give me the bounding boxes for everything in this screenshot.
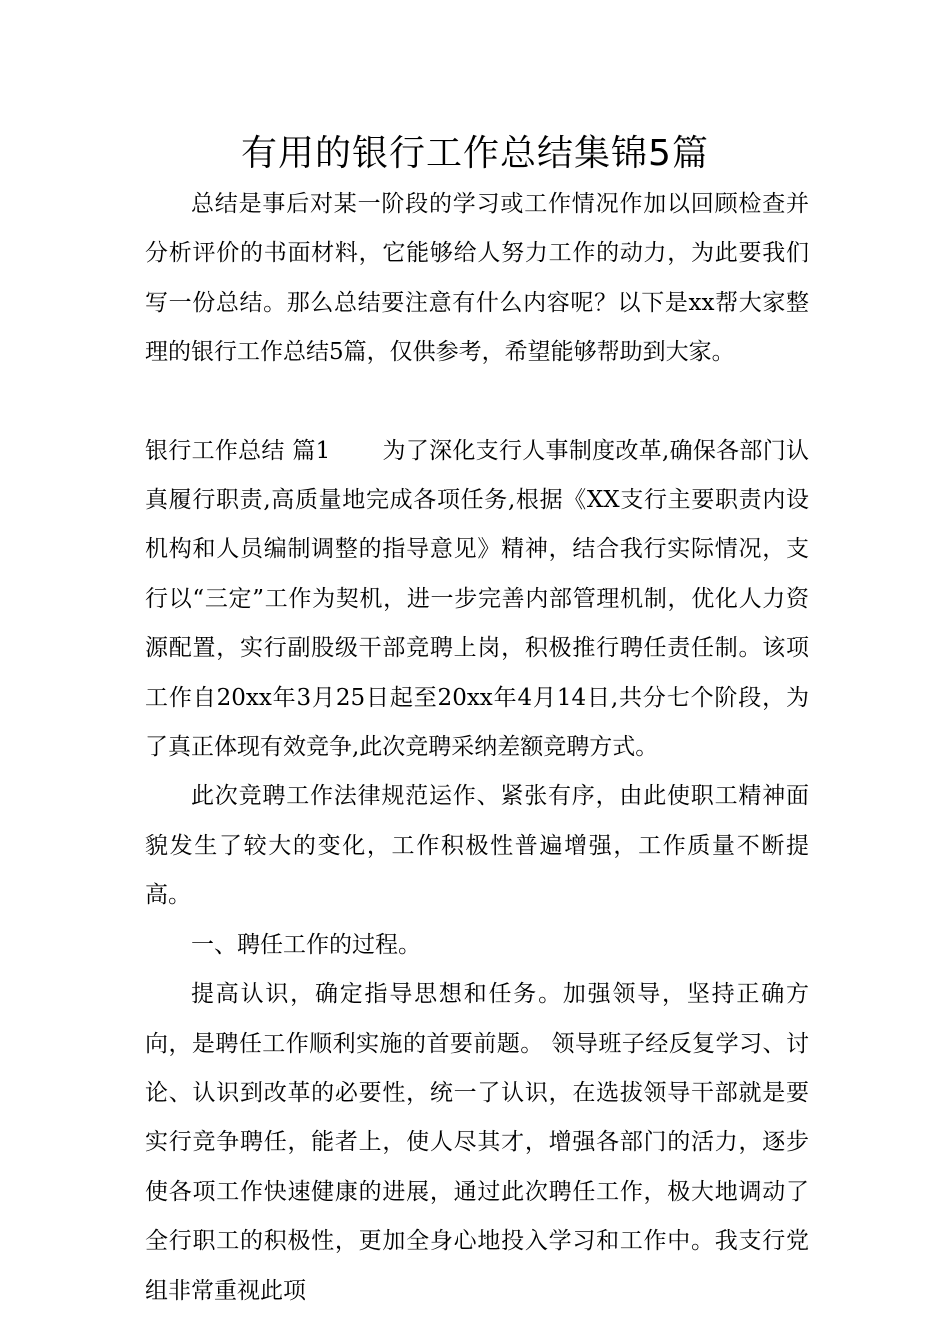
paragraph-spacer xyxy=(145,378,809,427)
section1-heading: 银行工作总结 篇1 xyxy=(145,437,331,464)
section1-first-paragraph xyxy=(145,427,809,773)
document-title: 有用的银行工作总结集锦5篇 xyxy=(241,133,709,174)
intro-paragraph: 总结是事后对某一阶段的学习或工作情况作加以回顾检查并分析评价的书面材料，它能够给人努力工作的动力，为此要我们写一份总结。那么总结要注意有什么内容呢？以下是xx帮大家整理的银行工作总结5篇，仅供参考，希望能够帮助到大家。 xyxy=(145,191,809,366)
section1-paragraph-4: 提高认识，确定指导思想和任务。加强领导，坚持正确方向，是聘任工作顺利实施的首要前题。 领导班子经反复学习、讨论、认识到改革的必要性，统一了认识，在选拔领导干部就是要实行竞争聘任，能者上，使人尽其才，增强各部门的活力，逐步使各项工作快速健康的进展，通过此次聘任工作，极大地调动了全行职工的积极性，更加全身心地投入学习和工作中。我支行党组非常重视此项 xyxy=(145,981,809,1304)
section1-paragraph-1: 为了深化支行人事制度改革,确保各部门认真履行职责,高质量地完成各项任务,根据《XX支行主要职责内设机构和人员编制调整的指导意见》精神，结合我行实际情况，支行以“三定”工作为契机，进一步完善内部管理机制，优化人力资源配置，实行副股级干部竞聘上岗，积极推行聘任责任制。该项工作自20xx年3月25日起至20xx年4月14日,共分七个阶段，为了真正体现有效竞争,此次竞聘采纳差额竞聘方式。 xyxy=(145,437,810,761)
section1-paragraph-3: 一、聘任工作的过程。 xyxy=(191,931,421,958)
section1-paragraph-2: 此次竞聘工作法律规范运作、紧张有序，由此使职工精神面貌发生了较大的变化，工作积极性普遍增强，工作质量不断提高。 xyxy=(145,783,809,909)
document-body xyxy=(145,180,809,1316)
